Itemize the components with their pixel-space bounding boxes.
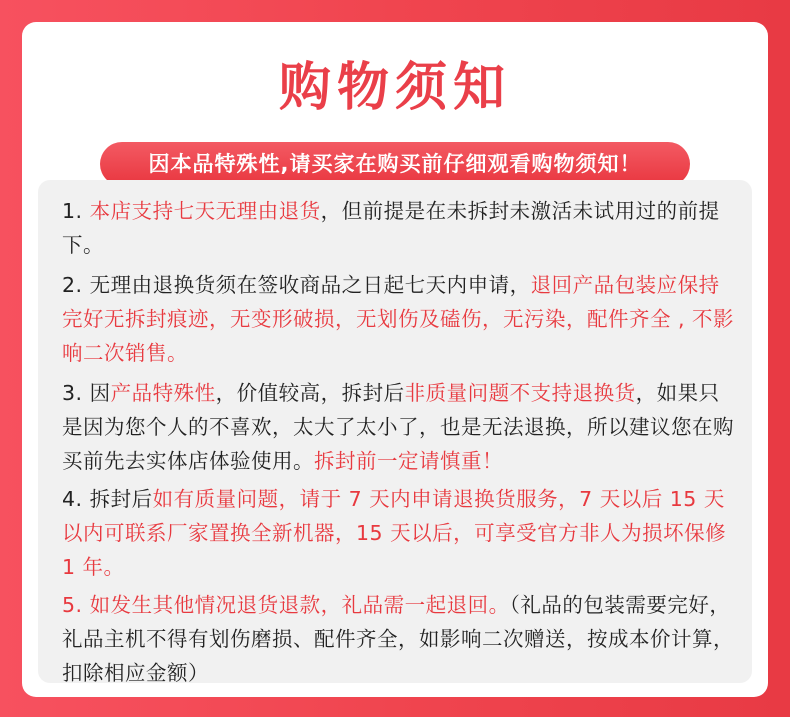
note-item-3 bbox=[62, 376, 738, 478]
notice-card bbox=[22, 22, 768, 697]
note-highlight: 非质量问题不支持退换货 bbox=[404, 381, 636, 405]
note-highlight: 如有质量问题，请于 7 天内申请退换货服务，7 天以后 15 天以内可联系厂家置换全新机器，15 天以后，可享受官方非人为损坏保修 1 年。 bbox=[62, 487, 727, 579]
note-text: 3. 因 bbox=[62, 381, 111, 405]
note-text: 2. 无理由退换货须在签收商品之日起七天内申请， bbox=[62, 273, 531, 297]
note-item-2 bbox=[62, 268, 738, 370]
note-item-4 bbox=[62, 482, 738, 584]
note-text: 1. bbox=[62, 199, 90, 223]
note-text: （礼品的包装需要完好，礼品主机不得有划伤磨损、配件齐全，如影响二次赠送，按成本价计算，扣除相应金额） bbox=[62, 593, 734, 685]
note-text: ，如果只是因为您个人的不喜欢，太大了太小了，也是无法退换，所以建议您在购买前先去实体店体验使用。 bbox=[62, 381, 734, 473]
notice-banner: 因本品特殊性,请买家在购买前仔细观看购物须知！ bbox=[100, 142, 690, 186]
note-highlight: 本店支持七天无理由退货 bbox=[89, 199, 321, 223]
note-item-5 bbox=[62, 588, 738, 690]
note-text: 4. 拆封后 bbox=[62, 487, 153, 511]
note-highlight: 5. 如发生其他情况退货退款，礼品需一起退回。 bbox=[62, 593, 510, 617]
note-highlight: 拆封前一定请慎重！ bbox=[314, 449, 503, 473]
note-text: ，但前提是在未拆封未激活未试用过的前提下。 bbox=[62, 199, 720, 257]
note-highlight: 产品特殊性 bbox=[110, 381, 216, 405]
note-highlight: 退回产品包装应保持完好无拆封痕迹，无变形破损，无划伤及磕伤，无污染，配件齐全 , 不影响二次销售。 bbox=[62, 273, 735, 365]
note-item-1 bbox=[62, 194, 738, 262]
note-text: ，价值较高，拆封后 bbox=[215, 381, 405, 405]
page-title: 购物须知 bbox=[278, 58, 511, 118]
notes-panel bbox=[38, 180, 752, 683]
